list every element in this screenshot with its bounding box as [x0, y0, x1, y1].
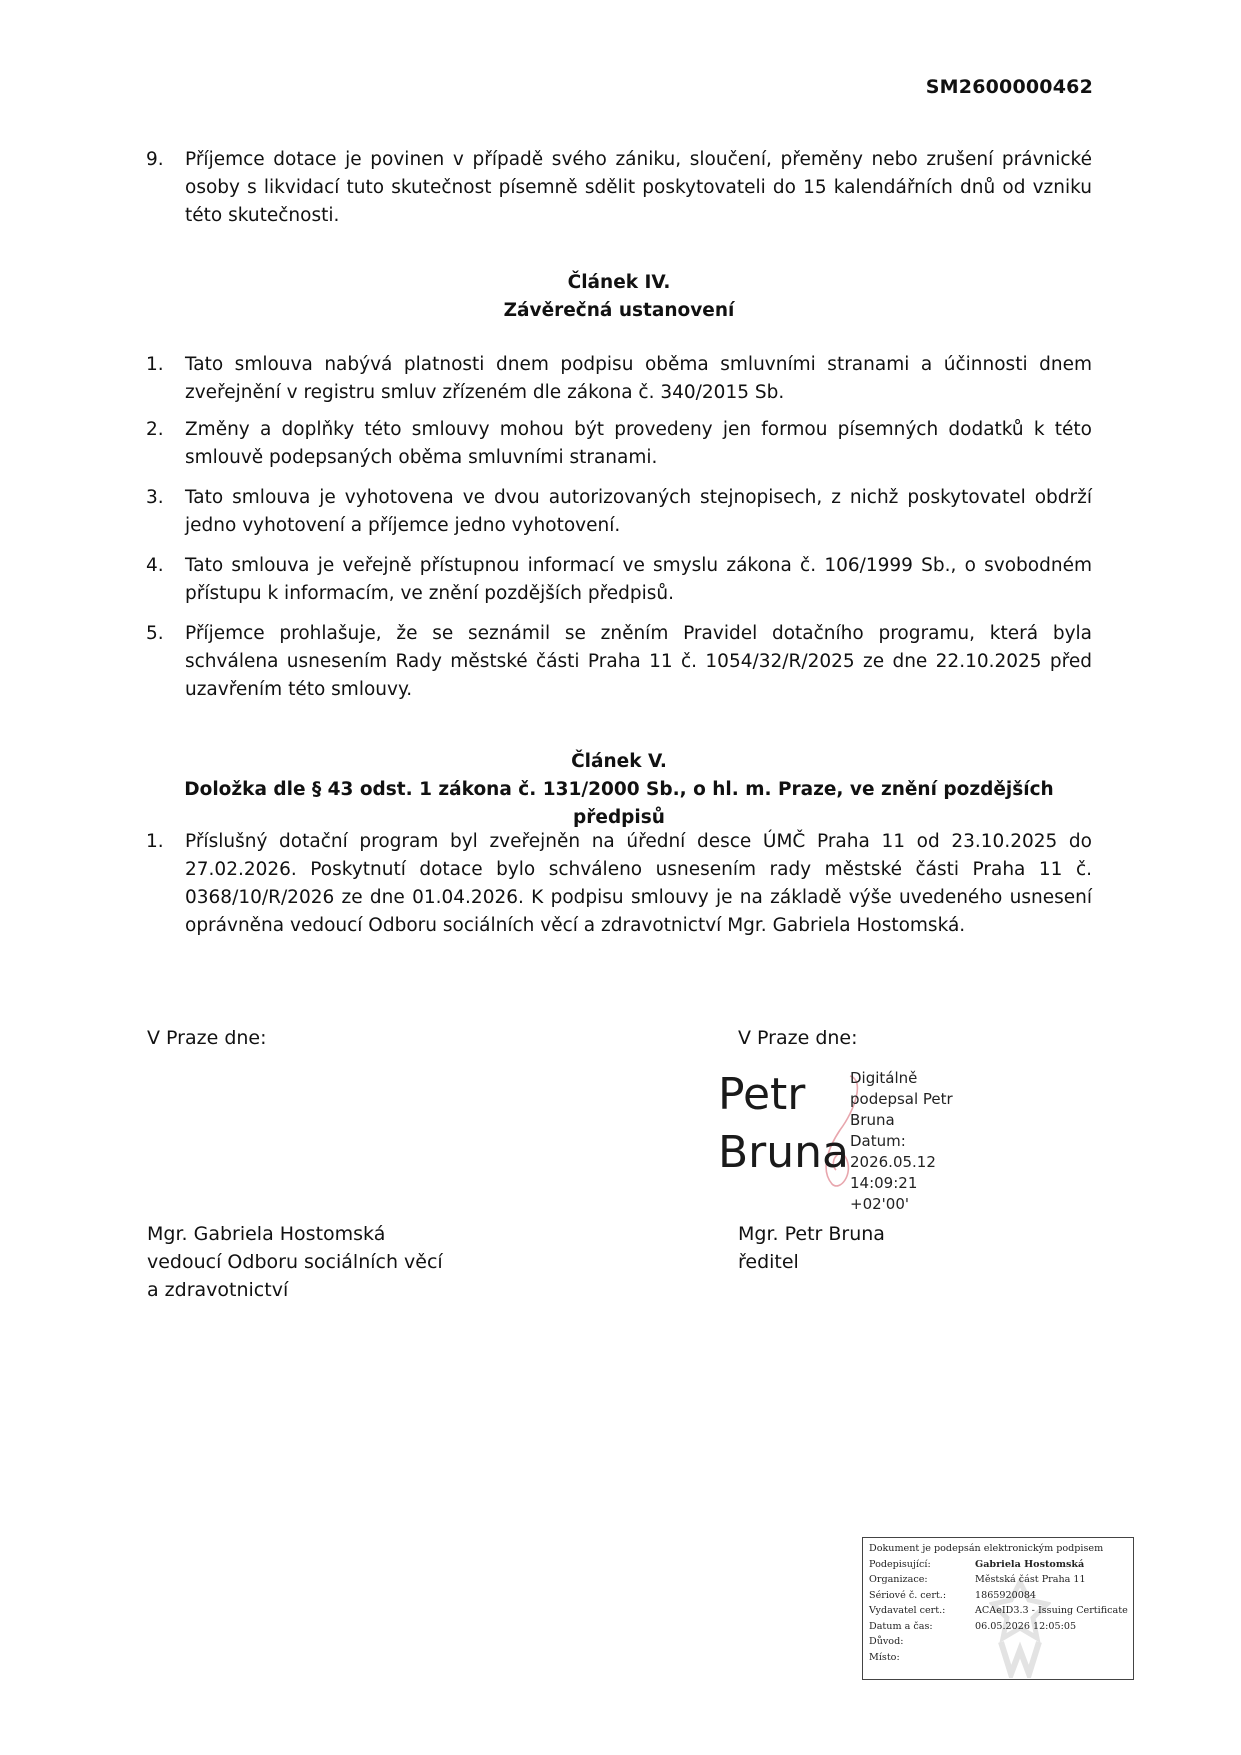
- item-text: Tato smlouva je veřejně přístupnou informací ve smyslu zákona č. 106/1999 Sb., o svobodném přístupu k informacím, ve znění pozdějších předpisů.: [185, 555, 1092, 604]
- item-text: Tato smlouva nabývá platnosti dnem podpisu oběma smluvními stranami a účinnosti dnem zveřejnění v registru smluv zřízeném dle zákona č. 340/2015 Sb.: [185, 354, 1092, 403]
- cert-row-serial: Sériové č. cert.: 1865920084: [869, 1589, 1037, 1601]
- article4-list: [146, 351, 1092, 716]
- right-signatory: [738, 1220, 885, 1276]
- article4-subtitle: Závěrečná ustanovení: [503, 300, 735, 321]
- right-signatory-role: ředitel: [738, 1251, 799, 1273]
- signature-detail-line: 14:09:21 +02'00': [850, 1174, 918, 1213]
- item-number: 2.: [146, 419, 164, 440]
- article5-list: [146, 828, 1092, 952]
- signature-detail-line: Bruna: [850, 1111, 895, 1129]
- cert-row-signer: Podepisující: Gabriela Hostomská: [869, 1558, 1085, 1570]
- signer-last-name: Bruna: [718, 1127, 850, 1178]
- item-number: 1.: [146, 831, 164, 852]
- left-signatory: [147, 1220, 443, 1304]
- cert-row-reason: Důvod:: [869, 1636, 904, 1647]
- left-signatory-role: vedoucí Odboru sociálních věcí: [147, 1251, 443, 1273]
- left-signatory-name: Mgr. Gabriela Hostomská: [147, 1223, 386, 1245]
- signature-detail-line: Datum:: [850, 1132, 906, 1150]
- item-number: 9.: [146, 149, 164, 170]
- signer-name-large: [718, 1066, 849, 1182]
- list-item: [146, 484, 1092, 540]
- article5-title: Článek V.: [571, 751, 667, 772]
- item-text: Změny a doplňky této smlouvy mohou být provedeny jen formou písemných dodatků k této smlouvě podepsaných oběma smluvními stranami.: [185, 419, 1092, 468]
- document-id: SM2600000462: [925, 76, 1093, 98]
- top-list: [146, 146, 1092, 242]
- list-item: [146, 146, 1092, 230]
- item-text: Příjemce prohlašuje, že se seznámil se zněním Pravidel dotačního programu, která byla schválena usnesením Rady městské části Praha 11 č. 1054/32/R/2025 ze dne 22.10.2025 před uzavřením této smlouvy.: [185, 623, 1092, 700]
- list-item: [146, 620, 1092, 704]
- item-number: 1.: [146, 354, 164, 375]
- list-item: [146, 552, 1092, 608]
- item-text: Tato smlouva je vyhotovena ve dvou autorizovaných stejnopisech, z nichž poskytovatel obdrží jedno vyhotovení a příjemce jedno vyhotovení.: [185, 487, 1092, 536]
- item-number: 3.: [146, 487, 164, 508]
- article5-subtitle: Doložka dle § 43 odst. 1 zákona č. 131/2000 Sb., o hl. m. Praze, ve znění pozdějších předpisů: [184, 779, 1054, 828]
- left-signatory-role-cont: a zdravotnictví: [147, 1279, 289, 1301]
- list-item: [146, 416, 1092, 472]
- left-place-date: V Praze dne:: [147, 1027, 267, 1049]
- signature-detail-line: Digitálně: [850, 1069, 918, 1087]
- list-item: [146, 828, 1092, 940]
- right-signatory-name: Mgr. Petr Bruna: [738, 1223, 885, 1245]
- article4-title: Článek IV.: [567, 272, 671, 293]
- item-number: 4.: [146, 555, 164, 576]
- item-number: 5.: [146, 623, 164, 644]
- electronic-signature-box: [862, 1537, 1134, 1680]
- cert-row-organization: Organizace: Městská část Praha 11: [869, 1574, 1086, 1585]
- signature-detail-line: podepsal Petr: [850, 1090, 953, 1108]
- signer-first-name: Petr: [718, 1069, 806, 1120]
- cert-row-place: Místo:: [869, 1651, 900, 1663]
- right-place-date: V Praze dne:: [738, 1027, 858, 1049]
- signature-details: [850, 1068, 978, 1215]
- signature-detail-line: 2026.05.12: [850, 1153, 936, 1171]
- list-item: [146, 351, 1092, 407]
- item-text: Příjemce dotace je povinen v případě svého zániku, sloučení, přeměny nebo zrušení právnické osoby s likvidací tuto skutečnost písemně sdělit poskytovateli do 15 kalendářních dnů od vzniku této skutečnosti.: [185, 149, 1092, 226]
- cert-header: Dokument je podepsán elektronickým podpisem: [869, 1543, 1104, 1554]
- item-text: Příslušný dotační program byl zveřejněn na úřední desce ÚMČ Praha 11 od 23.10.2025 do 27.02.2026. Poskytnutí dotace bylo schváleno usnesením rady městské části Praha 11 č. 0368/10/R/2026 ze dne 01.04.2026. K podpisu smlouvy je na základě výše uvedeného usnesení oprávněna vedoucí Odboru sociálních věcí a zdravotnictví Mgr. Gabriela Hostomská.: [185, 831, 1092, 936]
- digital-signature: [718, 1066, 978, 1213]
- cert-row-issuer: Vydavatel cert.: ACAeID3.3 - Issuing Certificate: [869, 1605, 1128, 1616]
- cert-row-datetime: Datum a čas: 06.05.2026 12:05:05: [869, 1620, 1077, 1632]
